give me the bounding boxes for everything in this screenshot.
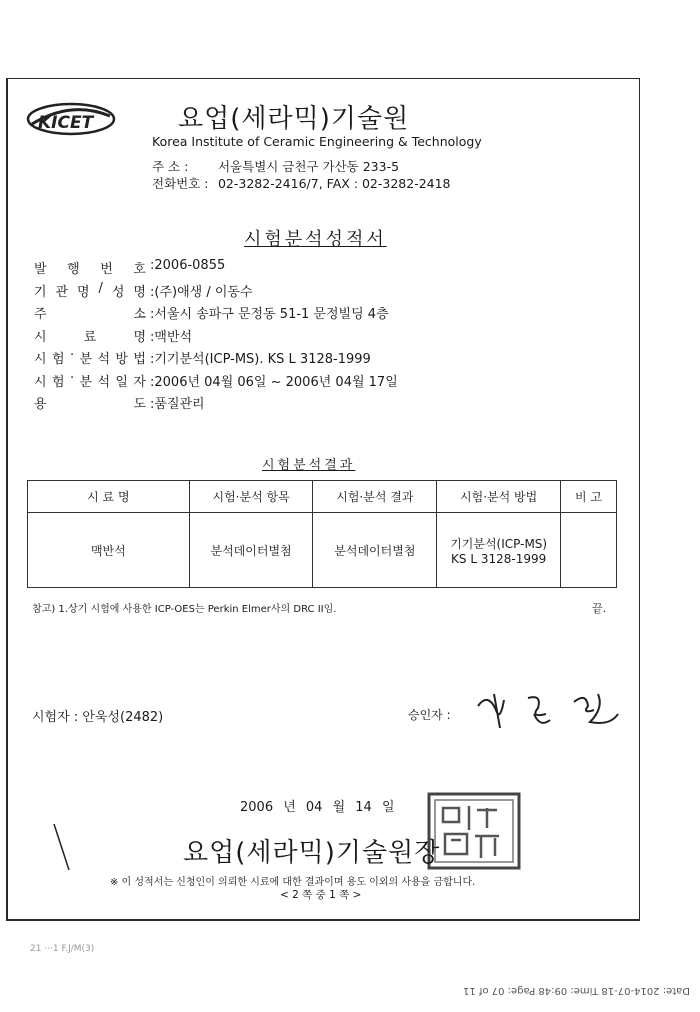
cell-method-line2: KS L 3128-1999 (451, 551, 547, 566)
info-value: :2006년 04월 06일 ~ 2006년 04월 17일 (150, 374, 398, 390)
org-name-english: Korea Institute of Ceramic Engineering & Technology (152, 134, 482, 149)
info-value: :2006-0855 (150, 258, 226, 273)
info-label-char: 번 (100, 262, 113, 277)
header-item: 시험·분석 항목 (189, 481, 313, 513)
info-label (34, 326, 146, 345)
margin-pen-mark (52, 822, 72, 872)
issuer-title: 요업(세라믹)기술원장 (183, 838, 441, 868)
info-label-char: 발 (34, 262, 47, 277)
info-label-char: 도 (133, 397, 146, 412)
address-label: 주 소 : (152, 159, 189, 174)
header-remark: 비 고 (561, 481, 617, 513)
results-data-row (28, 513, 617, 588)
info-label-char: 시 (34, 329, 47, 345)
cell-sample: 맥반석 (28, 513, 190, 588)
info-value: :서울시 송파구 문정동 51-1 문정빌딩 4층 (150, 307, 389, 322)
info-label-char: 명 (133, 329, 146, 345)
results-title: 시험분석결과 (262, 458, 356, 473)
document-title: 시험분석성적서 (244, 229, 387, 250)
info-label (34, 371, 146, 390)
fax-stamp: 21 ···1 F.J/M(3) (30, 944, 95, 954)
info-label-char: 일 (115, 374, 128, 390)
approver-label: 승인자 : (408, 708, 451, 722)
disclaimer: ※ 이 성적서는 신청인이 의뢰한 시료에 대한 결과이며 용도 이외의 사용을 금합니다. (110, 877, 476, 888)
info-value: :기기분석(ICP-MS). KS L 3128-1999 (150, 352, 371, 367)
reference-note: 참고) 1.상기 시험에 사용한 ICP-OES는 Perkin Elmer사의 DRC II임. (32, 604, 337, 615)
info-label-char: 험 (51, 352, 65, 367)
fax-transmission-header: Date: 2014-07-18 Time: 09:48 Page: 07 of 11 (463, 985, 690, 996)
info-label-char: 법 (133, 352, 146, 367)
results-table (27, 480, 617, 588)
info-label (34, 258, 146, 277)
info-label-char: 행 (67, 262, 80, 277)
info-label-char: 자 (133, 374, 146, 390)
info-label (34, 281, 146, 300)
address-line (152, 157, 399, 175)
org-name: 요업(세라믹)기술원 (178, 104, 410, 134)
info-label-char: 주 (34, 307, 47, 322)
issue-date: 2006 년 04 월 14 일 (240, 800, 395, 815)
info-label-char: 시 (34, 352, 47, 367)
info-label-char: 용 (34, 397, 47, 412)
cell-item: 분석데이터별첨 (189, 513, 313, 588)
cell-remark (561, 513, 617, 588)
info-label-char: 분 (79, 352, 93, 367)
page-number: < 2 쪽 중 1 쪽 > (280, 889, 362, 901)
info-label (34, 303, 146, 322)
end-mark: 끝. (592, 602, 607, 615)
info-label-char: / (98, 280, 103, 296)
info-label (34, 348, 146, 367)
info-label-char: 기 (34, 284, 47, 300)
approver-signature (470, 688, 630, 730)
logo-text: KICET (38, 113, 94, 133)
cell-result: 분석데이터별첨 (313, 513, 437, 588)
tester: 시험자 : 안욱성(2482) (32, 710, 164, 725)
info-label-char: · (69, 370, 75, 386)
phone-label: 전화번호 : (152, 176, 209, 191)
phone-line (152, 174, 451, 192)
header-result: 시험·분석 결과 (313, 481, 437, 513)
info-label-char: 호 (133, 262, 146, 277)
info-label-char: 명 (133, 284, 146, 300)
header-sample: 시 료 명 (28, 481, 190, 513)
header-method: 시험·분석 방법 (437, 481, 561, 513)
cell-method-line1: 기기분석(ICP-MS) (450, 536, 548, 551)
info-label-char: 명 (77, 284, 90, 300)
cell-method (437, 513, 561, 588)
info-label-char: 석 (97, 374, 111, 390)
info-label-char: 료 (83, 329, 97, 345)
info-label-char: 석 (97, 352, 111, 367)
info-label-char: 험 (51, 374, 65, 390)
info-label-char: 방 (115, 352, 128, 367)
info-label-char: 소 (133, 307, 146, 322)
phone-value: 02-3282-2416/7, FAX : 02-3282-2418 (217, 176, 451, 191)
info-value: :품질관리 (150, 397, 205, 412)
info-label-char: 분 (79, 374, 93, 390)
info-label-char: 성 (111, 284, 125, 300)
info-label-char: 시 (34, 374, 47, 390)
info-value: :맥반석 (150, 329, 193, 345)
info-label (34, 393, 146, 412)
results-header-row (28, 481, 617, 513)
info-value: :(주)애생 / 이동수 (150, 284, 253, 300)
kicet-logo (26, 102, 116, 136)
address-value: 서울특별시 금천구 가산동 233-5 (217, 159, 400, 174)
info-label-char: · (69, 348, 75, 363)
info-label-char: 관 (55, 284, 69, 300)
